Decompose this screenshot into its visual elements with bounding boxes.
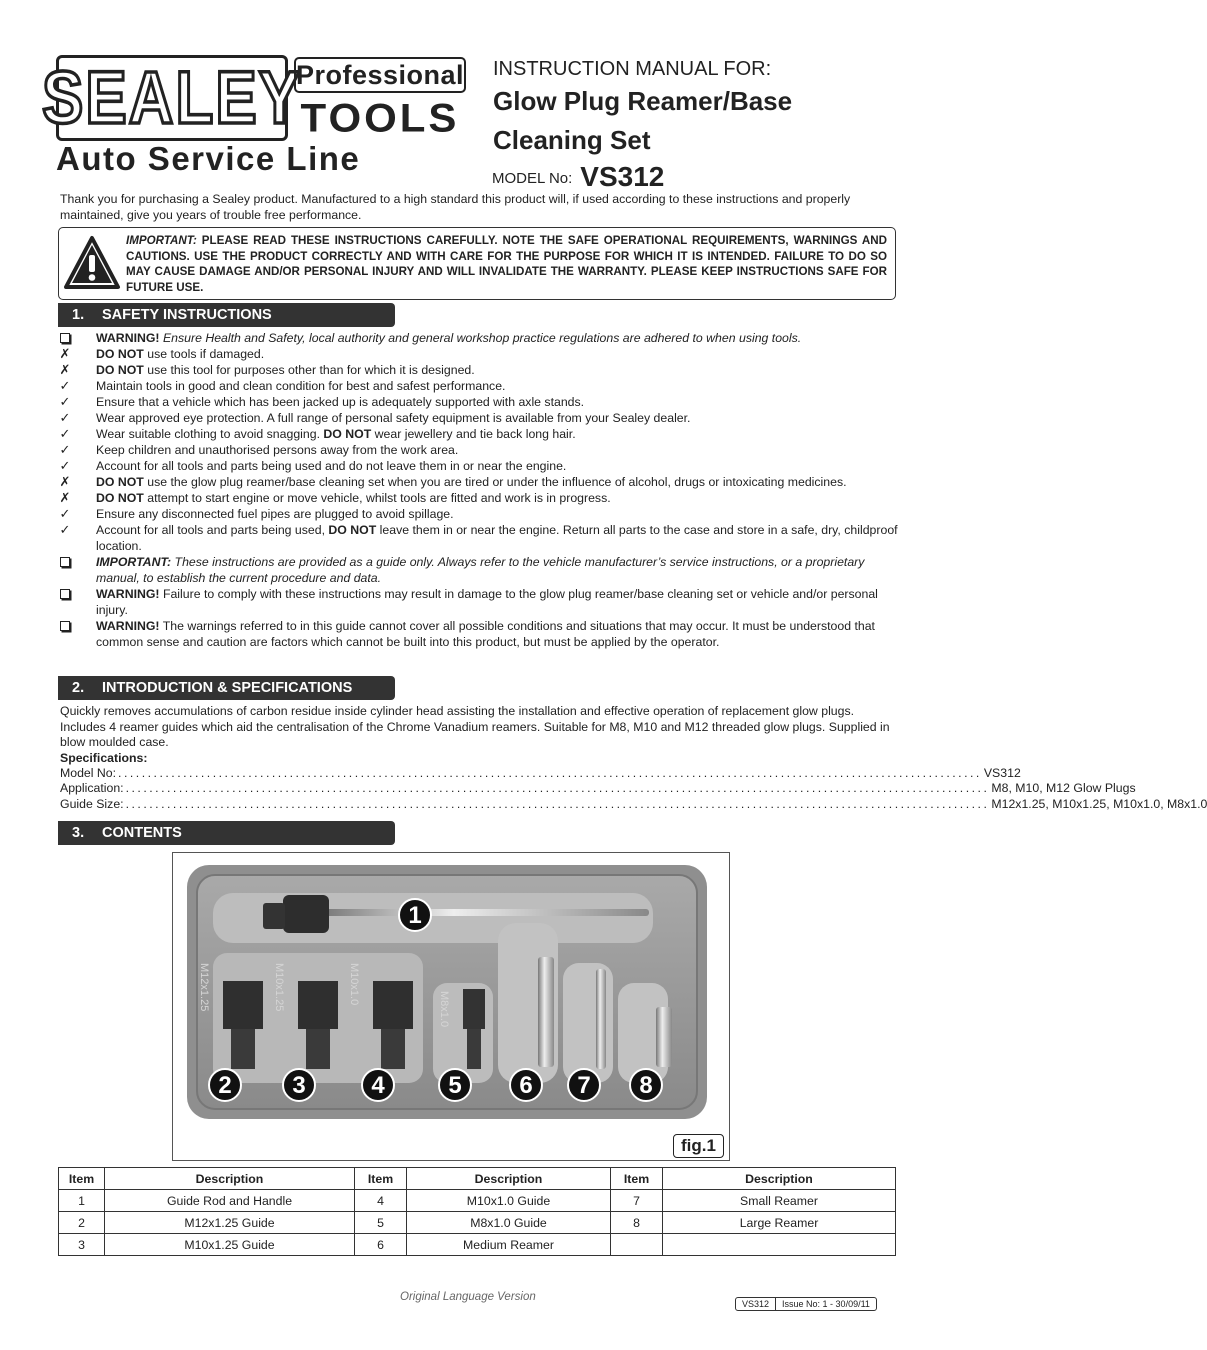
table-body [59, 1190, 896, 1256]
item-marker-number: 2 [218, 1072, 232, 1099]
checkbox-bullet-icon [60, 557, 70, 567]
item-text: Ensure Health and Safety, local authority and general workshop practice regulations are adhered to when using tools. [159, 331, 802, 345]
item-lead: IMPORTANT: [96, 555, 172, 569]
item-text: Keep children and unauthorised persons away from the work area. [96, 443, 459, 457]
safety-item [58, 618, 898, 650]
manual-label: INSTRUCTION MANUAL FOR: [493, 58, 772, 80]
footer-model: VS312 [742, 1299, 770, 1309]
model-number [492, 161, 664, 193]
item-text: leave them in or near the engine. Return all parts to the case and store in a safe, dry, childproof location. [96, 523, 898, 553]
table-cell: 8 [611, 1212, 663, 1234]
footer-version: Original Language Version [400, 1291, 536, 1303]
safety-item [58, 522, 898, 554]
table-cell: 4 [355, 1190, 407, 1212]
engraved-label: M10x1.25 [273, 963, 285, 1012]
item-text: use this tool for purposes other than for which it is designed. [143, 363, 475, 377]
item-marker-number: 7 [577, 1072, 591, 1099]
item-lead: DO NOT [96, 347, 144, 361]
guide-shank [381, 1029, 405, 1069]
spec-value: M8, M10, M12 Glow Plugs [991, 781, 1136, 795]
item-text: attempt to start engine or move vehicle, whilst tools are fitted and work is in progress. [143, 491, 611, 505]
professional-text: Professional [295, 59, 465, 90]
tick-icon: ✓ [59, 522, 71, 537]
safety-item [58, 506, 898, 522]
table-cell [663, 1234, 896, 1256]
footer-issue-box [735, 1297, 877, 1311]
section-heading-safety [58, 303, 395, 327]
safety-item [58, 362, 898, 378]
model-label: MODEL No: [492, 170, 573, 187]
tick-icon: ✓ [59, 410, 71, 425]
column-header: Item [59, 1168, 105, 1190]
tick-icon: ✓ [59, 442, 71, 457]
checkbox-bullet-icon [60, 621, 70, 631]
table-row [59, 1212, 896, 1234]
kit-case-illustration [173, 853, 729, 1160]
safety-item [58, 378, 898, 394]
section-title: INTRODUCTION & SPECIFICATIONS [102, 680, 353, 696]
tools-badge [294, 95, 466, 141]
table-cell: M12x1.25 Guide [105, 1212, 355, 1234]
table-row [59, 1190, 896, 1212]
item-marker-number: 3 [292, 1072, 306, 1099]
safety-item [58, 394, 898, 410]
item-emphasis: DO NOT [328, 523, 377, 537]
item-marker-number: 8 [639, 1072, 653, 1099]
table-cell: M10x1.0 Guide [407, 1190, 611, 1212]
engraved-label: M12x1.25 [198, 963, 210, 1012]
item-text: These instructions are provided as a guide only. Always refer to the vehicle manufacturer’s service instructions, or a proprietary manual, to establish the current procedure and data. [96, 555, 865, 585]
important-notice [58, 227, 896, 300]
item-lead: WARNING! [96, 331, 160, 345]
safety-item [58, 586, 898, 618]
item-marker-number: 6 [519, 1072, 533, 1099]
table-cell: 3 [59, 1234, 105, 1256]
contents-table [58, 1167, 896, 1256]
figure-label: fig.1 [673, 1134, 724, 1158]
safety-item [58, 490, 898, 506]
item-text: Failure to comply with these instructions may result in damage to the glow plug reamer/base cleaning set or vehicle and/or personal injury. [96, 587, 878, 617]
large-reamer [656, 1007, 672, 1067]
column-header: Description [105, 1168, 355, 1190]
item-text: wear jewellery and tie back long hair. [371, 427, 576, 441]
item-text: The warnings referred to in this guide cannot cover all possible conditions and situations that may occur. It must be understood that common sense and caution are factors which cannot be built into this product, but must be applied by the operator. [96, 619, 875, 649]
rod-handle [283, 895, 329, 933]
guide-body [463, 989, 485, 1029]
figure-frame [172, 852, 730, 1161]
tick-icon: ✓ [59, 394, 71, 409]
spec-value: VS312 [983, 766, 1021, 780]
section-number: 3. [72, 825, 85, 841]
column-header: Item [611, 1168, 663, 1190]
table-cell: Medium Reamer [407, 1234, 611, 1256]
checkbox-bullet-icon [60, 589, 70, 599]
leader-dots: .................................................................................................................................................. [125, 781, 990, 795]
item-marker-number: 5 [448, 1072, 462, 1099]
table-cell: 6 [355, 1234, 407, 1256]
column-header: Item [355, 1168, 407, 1190]
cross-icon: ✗ [59, 346, 71, 361]
small-reamer [596, 969, 606, 1069]
item-text: Wear approved eye protection. A full range of personal safety equipment is available from your Sealey dealer. [96, 411, 691, 425]
intro-paragraph: Thank you for purchasing a Sealey product. Manufactured to a high standard this product will, if used according to these instructions and properly maintained, give you years of trouble free performance. [60, 192, 851, 222]
important-text [126, 233, 887, 295]
guide-shank [231, 1029, 255, 1069]
item-lead: WARNING! [96, 587, 160, 601]
guide-shank [467, 1029, 481, 1069]
table-row [59, 1234, 896, 1256]
item-text: Account for all tools and parts being used, [96, 523, 329, 537]
guide-shank [306, 1029, 330, 1069]
item-text: Ensure any disconnected fuel pipes are plugged to avoid spillage. [96, 507, 454, 521]
item-text: Ensure that a vehicle which has been jacked up is adequately supported with axle stands. [96, 395, 585, 409]
item-lead: DO NOT [96, 363, 144, 377]
model-value: VS312 [580, 161, 665, 192]
table-cell [611, 1234, 663, 1256]
table-cell: Guide Rod and Handle [105, 1190, 355, 1212]
table-cell: M10x1.25 Guide [105, 1234, 355, 1256]
item-lead: DO NOT [96, 491, 144, 505]
spec-row [60, 797, 1207, 813]
tick-icon: ✓ [59, 426, 71, 441]
tick-icon: ✓ [59, 378, 71, 393]
safety-list [58, 330, 898, 650]
section-number: 2. [72, 680, 85, 696]
section-heading-intro [58, 676, 395, 700]
warning-triangle-icon [63, 234, 121, 292]
item-text: use tools if damaged. [143, 347, 265, 361]
brand-logo-box [41, 55, 303, 141]
medium-reamer [538, 957, 554, 1067]
checkbox-bullet-icon [60, 333, 70, 343]
item-text: Wear suitable clothing to avoid snagging. [96, 427, 324, 441]
engraved-label: M10x1.0 [348, 963, 360, 1006]
safety-item [58, 346, 898, 362]
item-emphasis: DO NOT [323, 427, 372, 441]
spec-label: Guide Size: [60, 797, 124, 811]
safety-item [58, 554, 898, 586]
tagline [56, 140, 468, 177]
tagline-text: Auto Service Line [56, 140, 361, 177]
brand-name: SEALEY [41, 56, 303, 140]
safety-item [58, 410, 898, 426]
leader-dots: .................................................................................................................................................. [125, 797, 990, 811]
safety-item [58, 442, 898, 458]
section-title: SAFETY INSTRUCTIONS [102, 307, 272, 323]
item-lead: DO NOT [96, 475, 144, 489]
intro-specs [60, 704, 900, 766]
section-heading-contents [58, 821, 395, 845]
page-title: Glow Plug Reamer/Base Cleaning Set [493, 86, 793, 155]
tools-text: TOOLS [300, 95, 460, 140]
rod-nut [263, 903, 285, 929]
spec-row [60, 781, 1136, 797]
item-text: use the glow plug reamer/base cleaning set when you are tired or under the influence of alcohol, drugs or intoxicating medicines. [143, 475, 847, 489]
safety-item [58, 474, 898, 490]
safety-item [58, 458, 898, 474]
table-cell: 1 [59, 1190, 105, 1212]
item-text: Maintain tools in good and clean condition for best and safest performance. [96, 379, 506, 393]
tick-icon: ✓ [59, 506, 71, 521]
sealey-logo [41, 55, 468, 177]
cross-icon: ✗ [59, 362, 71, 377]
safety-item [58, 330, 898, 346]
spec-row [60, 766, 1021, 782]
column-header: Description [663, 1168, 896, 1190]
engraved-label: M8x1.0 [438, 991, 450, 1028]
tick-icon: ✓ [59, 458, 71, 473]
leader-dots: .................................................................................................................................................. [118, 766, 982, 780]
professional-badge [294, 57, 466, 93]
important-body: PLEASE READ THESE INSTRUCTIONS CAREFULLY. NOTE THE SAFE OPERATIONAL REQUIREMENTS, WARNINGS AND CAUTIONS. USE THE PRODUCT CORRECTLY AND WITH CARE FOR THE PURPOSE FOR WHICH IT IS INTENDED. FAILURE TO DO SO MAY CAUSE DAMAGE AND/OR PERSONAL INJURY AND WILL INVALIDATE THE WARRANTY. PLEASE KEEP INSTRUCTIONS SAFE FOR FUTURE USE. [126, 234, 887, 294]
spec-label: Model No: [60, 766, 117, 780]
safety-item [58, 426, 898, 442]
cross-icon: ✗ [59, 474, 71, 489]
item-marker-number: 1 [408, 902, 422, 929]
section-title: CONTENTS [102, 825, 182, 841]
table-cell: 7 [611, 1190, 663, 1212]
item-marker-number: 4 [371, 1072, 385, 1099]
column-header: Description [407, 1168, 611, 1190]
guide-body [373, 981, 413, 1029]
table-header-row [59, 1168, 896, 1190]
guide-body [223, 981, 263, 1029]
footer-issue: Issue No: 1 - 30/09/11 [775, 1298, 876, 1310]
cross-icon: ✗ [59, 490, 71, 505]
item-lead: WARNING! [96, 619, 160, 633]
table-cell: 2 [59, 1212, 105, 1234]
guide-rod [323, 909, 649, 916]
spec-label: Application: [60, 781, 124, 795]
item-text: Account for all tools and parts being used and do not leave them in or near the engine. [96, 459, 567, 473]
spec-title: Specifications: [60, 750, 148, 765]
table-cell: M8x1.0 Guide [407, 1212, 611, 1234]
guide-body [298, 981, 338, 1029]
spec-value: M12x1.25, M10x1.25, M10x1.0, M8x1.0 [991, 797, 1207, 811]
table-cell: Large Reamer [663, 1212, 896, 1234]
section-number: 1. [72, 307, 85, 323]
important-lead: IMPORTANT: [126, 234, 197, 247]
table-cell: 5 [355, 1212, 407, 1234]
product-description: Quickly removes accumulations of carbon residue inside cylinder head assisting the installation and effective operation of replacement glow plugs. Includes 4 reamer guides which aid the centralisation of the Chrome Vanadium reamers. Suitable for M8, M10 and M12 threaded glow plugs. Supplied in blow moulded case. [60, 704, 890, 749]
table-cell: Small Reamer [663, 1190, 896, 1212]
